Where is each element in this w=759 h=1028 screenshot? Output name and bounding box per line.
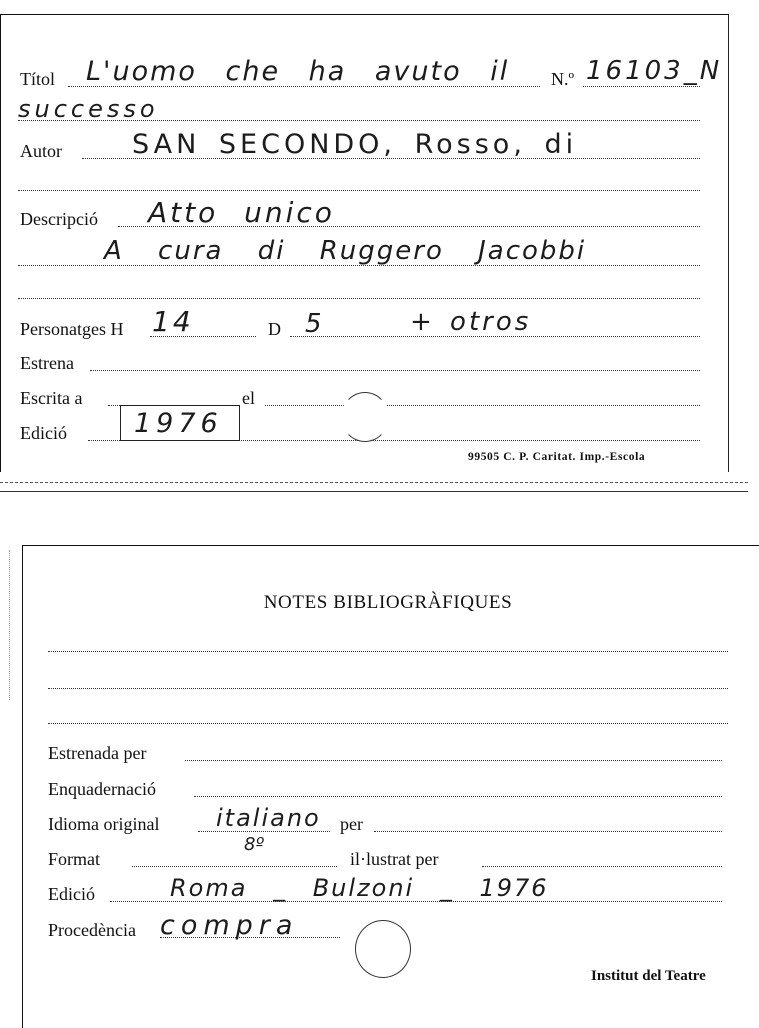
description-value-line2: A cura di Ruggero Jacobbi: [104, 236, 587, 266]
title-value: L'uomo che ha avuto il: [86, 56, 510, 87]
written-date-label: el: [242, 388, 255, 408]
format-value: 8º: [244, 834, 264, 855]
number-value: 16103_N: [586, 56, 723, 86]
description-value: Atto unico: [148, 196, 335, 229]
provenance-label: Procedència: [48, 920, 136, 940]
premiere-label: Estrena: [20, 353, 74, 373]
provenance-value: compra: [160, 910, 299, 941]
original-language-value: italiano: [216, 804, 321, 832]
dotted-line: [374, 831, 722, 832]
dotted-line: [482, 866, 722, 867]
characters-extra: + otros: [410, 307, 532, 337]
dotted-line: [18, 298, 700, 299]
dotted-line: [185, 760, 722, 761]
dotted-line: [48, 688, 728, 689]
printer-note: 99505 C. P. Caritat. Imp.-Escola: [468, 451, 646, 463]
scan-noise-edge: [9, 550, 10, 700]
edition-label: Edició: [20, 423, 67, 443]
punch-hole: [341, 392, 389, 442]
edition-value: Roma _ Bulzoni _ 1976: [170, 874, 549, 902]
edition-label: Edició: [48, 884, 95, 904]
author-value: SAN SECONDO, Rosso, di: [132, 129, 578, 160]
format-label: Format: [48, 849, 100, 869]
dotted-line: [583, 86, 700, 87]
institution-name: Institut del Teatre: [591, 968, 706, 984]
dotted-line: [18, 190, 700, 191]
notes-heading: NOTES BIBLIOGRÀFIQUES: [263, 592, 513, 613]
characters-h-value: 14: [152, 305, 194, 338]
title-value-line2: successo: [18, 95, 159, 123]
edition-value: 1976: [134, 408, 223, 439]
characters-d-label: D: [268, 319, 281, 339]
dotted-line: [265, 405, 700, 406]
dotted-line: [48, 723, 728, 724]
dotted-line: [132, 866, 337, 867]
card-torn-edge: [0, 482, 748, 483]
characters-label: Personatges H: [20, 319, 124, 339]
binding-label: Enquadernació: [48, 779, 156, 799]
title-label: Títol: [20, 69, 55, 89]
translated-by-label: per: [340, 814, 363, 834]
premiered-by-label: Estrenada per: [48, 743, 147, 763]
number-label: N.º: [551, 69, 575, 89]
written-label: Escrita a: [20, 388, 83, 408]
author-label: Autor: [20, 141, 62, 161]
dotted-line: [90, 370, 700, 371]
characters-d-value: 5: [305, 309, 322, 339]
original-language-label: Idioma original: [48, 814, 160, 834]
dotted-line: [194, 796, 722, 797]
card-bottom-edge: [0, 491, 748, 492]
illustrated-by-label: il·lustrat per: [350, 849, 439, 869]
dotted-line: [48, 651, 728, 652]
punch-hole: [355, 920, 411, 978]
description-label: Descripció: [20, 209, 98, 229]
